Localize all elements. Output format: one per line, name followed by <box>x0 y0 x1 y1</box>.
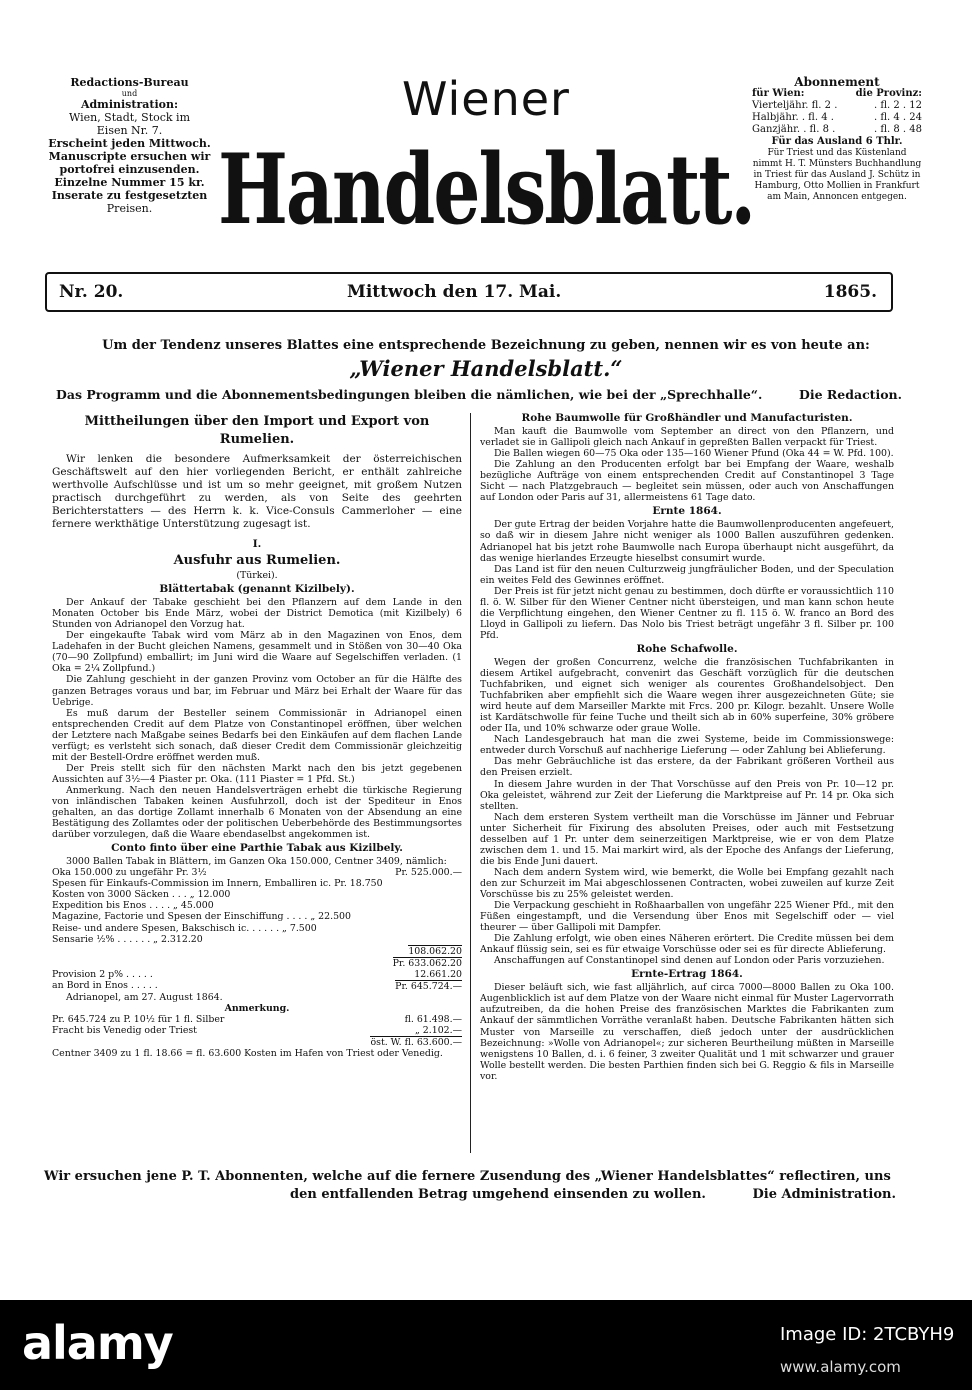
column-divider <box>470 413 471 1153</box>
paragraph: Die Zahlung an den Producenten erfolgt bar bei Empfang der Waare, weshalb bezügliche Aufträge von einem entsprechenden Credit auf Constantinopel 3 Tage Sicht — nach Platzgebrauch — begleitet sein müssen, oder auch von Anschaffungen auf London oder Paris auf 31, allermeistens 61 Tage dato. <box>480 459 894 504</box>
issue-number: Nr. 20. <box>59 282 124 302</box>
article-intro: Wir lenken die besondere Aufmerksamkeit der österreichischen Geschäftswelt auf den hier vorliegenden Bericht, er enthält zahlreiche werthvolle Aufschlüsse und ist um so mehr geeignet, mit großem Nutzen practisch durchgeführt zu werden, als von Seite des geehrten Berichterstatters — des Herrn k. k. Vice-Consuls Cammerloher — eine fernere werkthätige Unterstützung zugesagt ist. <box>52 453 462 530</box>
article-heading: Rohe Baumwolle für Großhändler und Manufacturisten. <box>521 413 853 424</box>
conto-line <box>52 878 462 889</box>
conto-line <box>52 889 462 900</box>
section-number: I. <box>252 538 262 550</box>
editorial-line: Erscheint jeden Mittwoch. <box>48 137 211 150</box>
paragraph: Dieser beläuft sich, wie fast alljährlich, auf circa 7000—8000 Ballen zu Oka 100. Augenblicklich ist auf dem Platze von der Waare nicht einmal für Muster Lagervorrath aufzutreiben, da die hohen Preise des französischen Marktes die Fabrikanten zum Ankauf der sämmtlichen Vorräthe veranlaßt haben. Deutsche Fabrikanten hätten sich Muster von Marseille zu verschaffen, dieß jedoch unter der ausdrücklichen Bezeichnung: »Wolle von Adrianopel«; zur sicheren Beurtheilung müßten in Marseille wenigstens 10 Ballen, d. i. 6 feiner, 3 zweiter Qualität und 1 mit schwarzer und grauer Wolle bestellt werden. Die besten Parthien finden sich bei G. Reggio & fils in Marseille vor. <box>480 982 894 1082</box>
price-vienna: Ganzjähr. . fl. 8 . <box>752 124 836 135</box>
paragraph: Der Ankauf der Tabake geschieht bei den Pflanzern auf dem Lande in den Monaten October bis Ende März, wobei der District Demotica (mit Kizilbely) 6 Stunden von Adrianopel den Vorzug hat. <box>52 597 462 631</box>
editorial-line: portofrei einzusenden. <box>59 163 200 176</box>
editorial-info <box>42 76 217 215</box>
editorial-line: Wien, Stadt, Stock im <box>68 111 191 124</box>
conto-date: Adrianopel, am 27. August 1864. <box>66 991 223 1003</box>
paragraph: Der Preis ist für jetzt nicht genau zu bestimmen, doch dürfte er voraussichtlich 110 fl. ö. W. Silber für den Wiener Centner nicht übersteigen, und man kann schon heute die Verpflichtung eingehen, den Wiener Centner zu fl. 115 ö. W. franco an Bord des Lloyd in Gallipoli zu liefern. Das Nolo bis Triest beträgt ungefähr 3 fl. Silber pr. 100 Pfd. <box>480 585 894 641</box>
subscription-info <box>752 76 922 203</box>
subscription-note: Für Triest und das Küstenland nimmt H. T. Münsters Buchhandlung in Triest für das Ausland J. Schütz in Hamburg, Otto Mollien in Frankfurt am Main, Annoncen entgegen. <box>752 148 922 202</box>
editorial-line: Inserate zu festgesetzten <box>51 189 208 202</box>
subscription-province: die Provinz: <box>855 88 922 99</box>
editorial-line: Eisen Nr. 7. <box>96 124 163 137</box>
conto-label: Reise- und andere Spesen, Bakschisch ic. . . . . . „ 7.500 <box>52 922 317 934</box>
watermark-banner <box>0 1300 972 1390</box>
notice-signature: Die Redaction. <box>799 387 902 402</box>
conto-note-label: Fracht bis Venedig oder Triest <box>52 1024 197 1036</box>
editorial-line: Preisen. <box>106 202 153 215</box>
conto-note-amount: fl. 61.498.— <box>404 1013 462 1025</box>
footer-line-1: Wir ersuchen jene P. T. Abonnenten, welche auf die fernere Zusendung des „Wiener Handelsblattes“ reflectiren, uns <box>44 1169 891 1184</box>
paragraph: Die Ballen wiegen 60—75 Oka oder 135—160 Wiener Pfund (Oka 44 = W. Pfd. 100). <box>494 448 894 460</box>
editorial-line: Manuscripte ersuchen wir <box>48 150 211 163</box>
paragraph: Das mehr Gebräuchliche ist das erstere, da der Fabrikant größeren Vortheil aus den Preisen erzielt. <box>480 756 894 779</box>
section-subheading: Blättertabak (genannt Kizilbely). <box>159 583 355 596</box>
conto-amount: Pr. 633.062.20 <box>392 957 462 969</box>
subscription-row <box>752 124 922 136</box>
paragraph: Der eingekaufte Tabak wird vom März ab in den Magazinen von Enos, dem Ladehafen in der Bucht gleichen Namens, gesammelt und in Stößen von 30—40 Oka (70—90 Zollpfund) emballirt; im Juni wird die Waare auf Segelschiffen verladen. (1 Oka = 2¼ Zollpfund.) <box>52 630 462 675</box>
conto-label: Provision 2 p% . . . . . <box>52 968 153 980</box>
conto-amount: Pr. 525.000.— <box>395 867 462 879</box>
paragraph: Man kauft die Baumwolle vom September an direct von den Pflanzern, und verladet sie in Gallipoli gleich nach Ankauf in gepreßten Ballen verpackt für Triest. <box>480 426 894 449</box>
alamy-logo: alamy <box>22 1316 173 1370</box>
conto-label: Spesen für Einkaufs-Commission im Innern, Emballiren ic. Pr. 18.750 <box>52 878 383 890</box>
subscription-vienna: für Wien: <box>752 88 805 99</box>
masthead-top: Wiener <box>402 72 570 126</box>
notice-program: Das Programm und die Abonnementsbedingungen bleiben die nämlichen, wie bei der „Sprechhalle“. <box>56 387 763 402</box>
site-url: www.alamy.com <box>780 1358 901 1376</box>
subscription-abroad: Für das Ausland 6 Thlr. <box>771 136 903 147</box>
conto-note-label: Pr. 645.724 zu P. 10½ für 1 fl. Silber <box>52 1013 225 1025</box>
paragraph: Anschaffungen auf Constantinopel sind denen auf London oder Paris vorzuziehen. <box>494 955 885 967</box>
footer-request: den entfallenden Betrag umgehend einsenden zu wollen. <box>290 1187 706 1202</box>
section-country: (Türkei). <box>236 570 278 582</box>
conto-note <box>52 1048 462 1059</box>
issue-date: Mittwoch den 17. Mai. <box>347 282 562 302</box>
footer-line-2 <box>290 1187 896 1202</box>
conto-amount: 12.661.20 <box>414 968 462 980</box>
section-title: Ausfuhr aus Rumelien. <box>173 553 341 569</box>
paragraph: Nach Landesgebrauch hat man die zwei Systeme, beide im Commissionswege: entweder durch Vorschuß auf nachherige Lieferung — oder Zahlung bei Ablieferung. <box>480 734 894 757</box>
conto-note <box>52 1036 462 1048</box>
paragraph: Nach dem ersteren System vertheilt man die Vorschüsse im Jänner und Februar unter Sicherheit für Fixirung des absoluten Preises, oder auch mit Festsetzung desselben auf 1 Pr. unter dem seinerzeitigen Marktpreise, wie er von dem Platze zwischen dem 1. und 15. Mai markirt wird, als der Epoche des Anfangs der Lieferung, die bis Ende Juni dauert. <box>480 811 894 867</box>
conto-label: Expedition bis Enos . . . . „ 45.000 <box>52 900 214 912</box>
conto-note-amount: „ 2.102.— <box>414 1024 462 1036</box>
right-column <box>480 413 894 1149</box>
paragraph: Es muß darum der Besteller seinem Commissionär in Adrianopel einen entsprechenden Credit auf dem Platze von Constantinopel eröffnen, über welchen der Letztere nach Maßgabe seines Bedarfs bei den Einkäufen auf dem flachen Lande verfügt; es verlsteht sich sonach, daß dieser Credit dem Commissionär gleichzeitig mit der Bestell-Ordre eröffnet werden muß. <box>52 707 462 763</box>
paragraph: Der Preis stellt sich für den nächsten Markt nach den bis jetzt gegebenen Aussichten auf 3½—4 Piaster pr. Oka. (111 Piaster = 1 Pfd. St.) <box>52 762 462 785</box>
paragraph: Die Verpackung geschieht in Roßhaarballen von ungefähr 225 Wiener Pfd., mit den Füßen eingestampft, und die Versendung über Enos mit Segelschiff oder — viel theurer — über Gallipoli mit Dampfer. <box>480 900 894 934</box>
conto-label: Magazine, Factorie und Spesen der Einschiffung . . . . „ 22.500 <box>52 911 351 923</box>
price-province: . fl. 8 . 48 <box>873 124 922 135</box>
conto-intro: 3000 Ballen Tabak in Blättern, im Ganzen Oka 150.000, Centner 3409, nämlich: <box>66 856 447 868</box>
paragraph: In diesem Jahre wurden in der That Vorschüsse auf den Preis von Pr. 10—12 pr. Oka geleistet, während zur Zeit der Lieferung die Marktpreise auf Pr. 14 pr. Oka sich stellten. <box>480 778 894 812</box>
conto-line <box>52 911 462 922</box>
editorial-line: Administration: <box>80 98 179 111</box>
conto-line <box>52 900 462 911</box>
paragraph: Anmerkung. Nach den neuen Handelsverträgen erhebt die türkische Regierung von inländischen Tabaken keinen Ausfuhrzoll, doch ist der Spediteur in Enos gehalten, an das dortige Zollamt innerhalb 6 Monaten von der Absendung an eine Bestätigung des Zollamtes oder der politischen Ueberbehörde des Bestimmungsortes darüber vorzulegen, daß die Waare ebendaselbst angekommen ist. <box>52 784 462 841</box>
issue-bar <box>45 272 893 312</box>
paragraph: Nach dem andern System wird, wie bemerkt, die Wolle bei Empfang gezahlt nach den zur Schurzeit im Mai abgeschlossenen Contracten, wobei zuweilen auf kurze Zeit Vorschüsse bis zu 25% geleistet werden. <box>480 866 894 900</box>
paragraph: Der gute Ertrag der beiden Vorjahre hatte die Baumwollenproducenten angefeuert, so daß wir in diesem Jahre nicht weniger als 1000 Ballen auszuführen gedenken. Adrianopel hat bis jetzt rohe Baumwolle nach Europa überhaupt nicht ausgeführt, da das wenige hierlandes Erzeugte hieselbst consumirt wurde. <box>480 519 894 564</box>
conto-label: an Bord in Enos . . . . . <box>52 979 158 991</box>
left-column <box>52 413 462 1149</box>
paragraph: Die Zahlung erfolgt, wie oben eines Näheren erörtert. Die Credite müssen bei dem Ankauf flüssig sein, sei es für etwaige Vorschüsse oder sei es für directe Ablieferung. <box>480 933 894 956</box>
paragraph: Wegen der großen Concurrenz, welche die französischen Tuchfabrikanten in diesem Artikel aufgebracht, convenirt das Geschäft vorzüglich für die deutschen Tuchfabriken, und eignet sich weniger als courentes Großhandelsobject. Den Tuchfabriken aber empfiehlt sich die Waare wegen ihrer ausgezeichneten Güte; sie wird heute auf dem Marseiller Markte mit Frcs. 200 pr. Kilogr. bezahlt. Unsere Wolle ist Kardätschwolle für feine Tuche und theilt sich ab in 60% superfeine, 30% gröbere oder IIa, und 10% schwarze oder graue Wolle. <box>480 656 894 735</box>
conto-note <box>52 1014 462 1025</box>
conto-amount: 108.062.20 <box>408 945 462 957</box>
notice-line-3 <box>56 387 902 402</box>
conto-line <box>52 934 462 945</box>
editorial-line: und <box>121 89 138 98</box>
conto-line <box>52 923 462 934</box>
conto-label: Sensarie ½% . . . . . . „ 2.312.20 <box>52 933 203 945</box>
price-province: . fl. 2 . 12 <box>873 100 922 111</box>
subsection-heading: Rohe Schafwolle. <box>636 642 738 655</box>
conto-label: Kosten von 3000 Säcken . . . „ 12.000 <box>52 889 231 901</box>
conto-note <box>52 1025 462 1036</box>
conto-line <box>52 945 462 957</box>
conto-note-label: Centner 3409 zu 1 fl. 18.66 = fl. 63.600 Kosten im Hafen von Triest oder Venedig. <box>52 1048 443 1060</box>
footer-signature: Die Administration. <box>752 1187 896 1202</box>
paragraph: Das Land ist für den neuen Culturzweig jungfräulicher Boden, und der Speculation ein weites Feld des Gewinnes eröffnet. <box>480 563 894 586</box>
issue-year: 1865. <box>823 282 877 302</box>
price-vienna: Vierteljähr. fl. 2 . <box>752 100 838 111</box>
notice-line-1: Um der Tendenz unseres Blattes eine entsprechende Bezeichnung zu geben, nennen wir es von heute an: <box>102 338 870 353</box>
notice-new-title: „Wiener Handelsblatt.“ <box>349 356 623 381</box>
subscription-row <box>752 100 922 112</box>
price-province: . fl. 4 . 24 <box>873 112 922 123</box>
editorial-line: Einzelne Nummer 15 kr. <box>54 176 205 189</box>
conto-label: Oka 150.000 zu ungefähr Pr. 3½ <box>52 867 207 879</box>
price-vienna: Halbjähr. . fl. 4 . <box>752 112 834 123</box>
editorial-line: Redactions-Bureau <box>70 76 189 89</box>
subscription-title: Abonnement <box>794 75 880 89</box>
subscription-row <box>752 112 922 124</box>
conto-line <box>52 969 462 980</box>
conto-title: Conto finto über eine Parthie Tabak aus Kizilbely. <box>111 842 403 855</box>
paragraph: Die Zahlung geschieht in der ganzen Provinz vom October an für die Hälfte des ganzen Betrages voraus und bar, im Februar und März bei Erhalt der Waare für das Uebrige. <box>52 674 462 708</box>
subsection-heading: Ernte 1864. <box>652 505 722 518</box>
article-heading: Mittheilungen über den Import und Export von Rumelien. <box>84 414 430 447</box>
conto-line <box>52 867 462 878</box>
masthead-title: Handelsblatt. <box>218 134 755 247</box>
subscription-subtitle <box>752 88 922 100</box>
conto-note-title: Anmerkung. <box>224 1002 290 1014</box>
image-id-label: Image ID: 2TCBYH9 <box>780 1324 955 1345</box>
conto-line <box>52 980 462 992</box>
conto-amount: Pr. 645.724.— <box>395 980 462 992</box>
conto-line <box>52 957 462 969</box>
subsection-heading: Ernte-Ertrag 1864. <box>631 968 743 981</box>
conto-note-amount: öst. W. fl. 63.600.— <box>370 1036 462 1048</box>
